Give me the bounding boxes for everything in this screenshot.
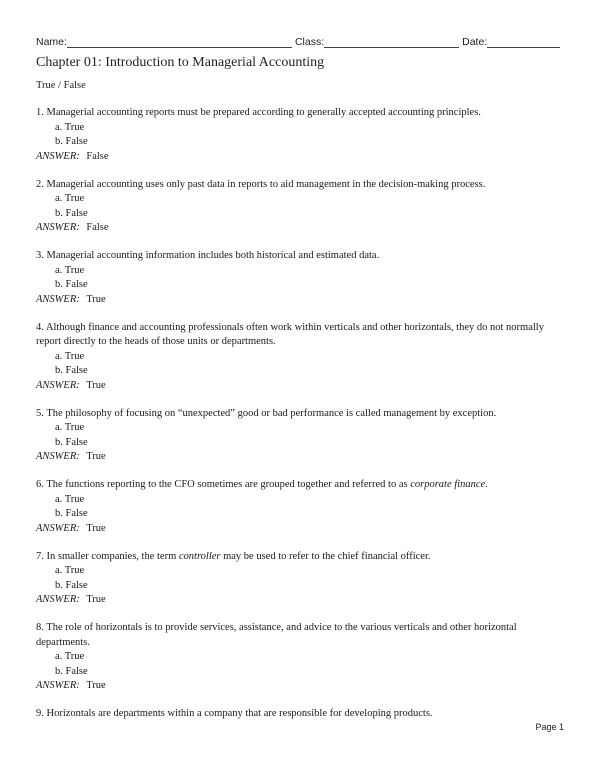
answer-line bbox=[36, 522, 566, 537]
question-item bbox=[36, 550, 566, 608]
question-item bbox=[36, 407, 566, 465]
answer-label: ANSWER: bbox=[36, 522, 80, 534]
option-false: b. False bbox=[55, 579, 88, 591]
question-item bbox=[36, 106, 566, 164]
emphasized-term: controller bbox=[178, 550, 221, 562]
option-true: a. True bbox=[55, 350, 85, 362]
question-item bbox=[36, 249, 566, 307]
option-true: a. True bbox=[55, 121, 85, 133]
answer-value: False bbox=[86, 150, 109, 162]
option-false: b. False bbox=[55, 365, 88, 376]
question-text: 1. Managerial accounting reports must be prepared according to generally accepted accounting principles. bbox=[36, 107, 481, 118]
question-text: 4. Although finance and accounting professionals often work within verticals and other horizontals, they do not normally report directly to the heads of those units or departments. bbox=[36, 321, 544, 347]
option-true: a. True bbox=[55, 422, 85, 433]
option-false: b. False bbox=[55, 436, 88, 448]
answer-line bbox=[36, 150, 566, 165]
question-item bbox=[36, 178, 566, 236]
student-info-header bbox=[36, 34, 566, 48]
answer-value: True bbox=[86, 680, 106, 691]
option-false: b. False bbox=[55, 508, 88, 519]
class-field-line bbox=[324, 36, 459, 48]
class-label: Class: bbox=[294, 36, 325, 48]
option-true: a. True bbox=[55, 493, 85, 505]
answer-label: ANSWER: bbox=[36, 451, 80, 462]
question-text: 9. Horizontals are departments within a company that are responsible for developing products. bbox=[36, 708, 433, 719]
answer-value: True bbox=[86, 293, 106, 305]
answer-line bbox=[36, 679, 566, 694]
section-heading: True / False bbox=[36, 80, 86, 91]
name-label: Name: bbox=[36, 36, 67, 48]
date-field-line bbox=[487, 36, 560, 48]
answer-line bbox=[36, 221, 566, 236]
question-text: 5. The philosophy of focusing on “unexpected” good or bad performance is called management by exception. bbox=[36, 407, 497, 419]
question-text: 8. The role of horizontals is to provide services, assistance, and advice to the various verticals and other horizontal departments. bbox=[36, 622, 517, 648]
question-list bbox=[36, 106, 566, 735]
question-item bbox=[36, 707, 566, 722]
option-false: b. False bbox=[55, 207, 88, 219]
option-false: b. False bbox=[55, 279, 88, 290]
answer-value: True bbox=[86, 522, 106, 534]
answer-value: False bbox=[86, 222, 109, 233]
answer-value: True bbox=[86, 594, 106, 605]
option-true: a. True bbox=[55, 264, 85, 276]
question-text: 2. Managerial accounting uses only past data in reports to aid management in the decision-making process. bbox=[36, 178, 486, 190]
question-text: 7. In smaller companies, the term controller may be used to refer to the chief financial officer. bbox=[36, 550, 431, 562]
option-true: a. True bbox=[55, 651, 85, 662]
question-text: 3. Managerial accounting information includes both historical and estimated data. bbox=[36, 250, 380, 261]
question-item bbox=[36, 621, 566, 694]
answer-label: ANSWER: bbox=[36, 594, 80, 605]
answer-line bbox=[36, 450, 566, 465]
option-true: a. True bbox=[55, 565, 85, 576]
answer-label: ANSWER: bbox=[36, 379, 80, 391]
answer-value: True bbox=[86, 451, 106, 462]
emphasized-term: corporate finance bbox=[410, 479, 486, 490]
option-true: a. True bbox=[55, 193, 85, 204]
name-field-line bbox=[67, 36, 292, 48]
answer-line bbox=[36, 293, 566, 308]
answer-label: ANSWER: bbox=[36, 680, 80, 691]
question-text: 6. The functions reporting to the CFO sometimes are grouped together and referred to as corporate finance. bbox=[36, 479, 488, 490]
answer-label: ANSWER: bbox=[36, 150, 80, 162]
answer-label: ANSWER: bbox=[36, 222, 80, 233]
question-item bbox=[36, 478, 566, 536]
page-number: Page 1 bbox=[535, 722, 564, 732]
date-label: Date: bbox=[462, 36, 488, 48]
option-false: b. False bbox=[55, 665, 88, 677]
answer-line bbox=[36, 593, 566, 608]
answer-line bbox=[36, 379, 566, 394]
chapter-title: Chapter 01: Introduction to Managerial Accounting bbox=[36, 55, 325, 70]
answer-label: ANSWER: bbox=[36, 293, 80, 305]
question-item bbox=[36, 321, 566, 394]
option-false: b. False bbox=[55, 136, 88, 147]
answer-value: True bbox=[86, 379, 106, 391]
